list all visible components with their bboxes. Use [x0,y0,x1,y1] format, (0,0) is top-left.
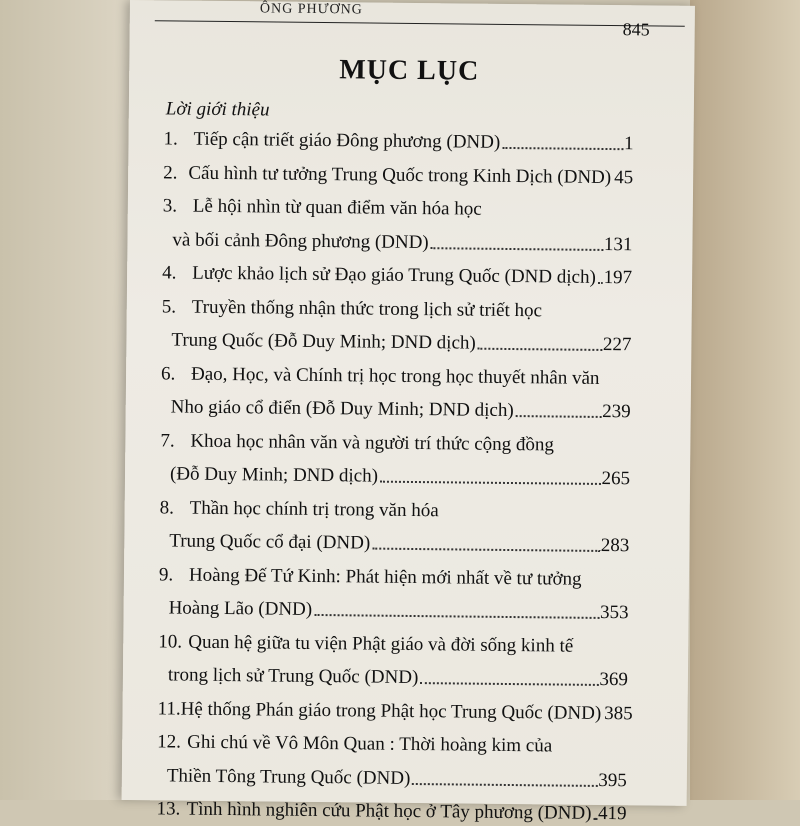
toc-page-number: 419 [598,803,627,825]
toc-entry [156,798,626,825]
toc-entry-title: Đạo, Học, và Chính trị học trong học thuyết nhân văn [191,363,600,389]
toc-entry [162,262,632,289]
toc-entry [157,731,627,758]
toc-entry-title-line2: Hoàng Lão (DND) [169,597,313,621]
toc-entry-title: Cấu hình tư tưởng Trung Quốc trong Kinh Dịch (DND) [188,162,611,188]
leader-dots [420,679,598,686]
toc-entry-number: 7. [160,430,190,452]
toc-entry-number: 5. [162,296,192,318]
leader-dots [380,478,601,485]
toc-entry-title: Hoàng Đế Tứ Kinh: Phát hiện mới nhất về tư tưởng [189,564,582,590]
toc-entry [161,363,631,390]
toc-entry-number: 3. [163,195,193,217]
leader-dots [516,412,602,418]
toc-entry-title: Tình hình nghiên cứu Phật học ở Tây phương (DND) [186,799,591,825]
toc-entry-continuation [169,530,629,557]
leader-dots [593,815,597,820]
toc-entry-title-line2: (Đỗ Duy Minh; DND dịch) [170,463,378,487]
toc-entry-title-line2: Nho giáo cổ điển (Đỗ Duy Minh; DND dịch) [171,396,514,422]
leader-dots [412,779,597,786]
toc-entry-number: 4. [162,262,192,284]
toc-entry [160,497,630,524]
toc-entry-title: Tiếp cận triết giáo Đông phương (DND) [193,129,500,154]
toc-page-number: 197 [603,267,632,289]
toc-entry [159,564,629,591]
toc-entry-title: Ghi chú về Vô Môn Quan : Thời hoàng kim của [187,732,552,758]
background-left [0,0,130,800]
toc-page-number: 265 [601,468,630,490]
toc-entry-title: Hệ thống Phán giáo trong Phật học Trung Quốc (DND) [181,698,602,724]
toc-page-number: 1 [624,133,634,155]
toc-entry-title-line2: Trung Quốc (Đỗ Duy Minh; DND dịch) [171,329,476,354]
page-title: MỤC LỤC [129,52,689,90]
toc-entry-number: 12. [157,731,187,753]
table-of-contents [122,0,695,806]
page-number: 845 [623,19,650,40]
toc-entry-continuation [171,329,631,356]
leader-dots [502,144,623,150]
toc-entry-number: 10. [158,631,188,653]
toc-entry-title: Thần học chính trị trong văn hóa [190,497,439,522]
toc-entry [158,631,628,658]
toc-entry-title: Khoa học nhân văn và người trí thức cộng đồng [190,430,554,456]
toc-page-number: 131 [604,233,633,255]
book-page [122,0,695,806]
toc-page-number: 283 [601,535,630,557]
toc-entry-title-line2: và bối cảnh Đông phương (DND) [172,229,428,254]
toc-page-number: 395 [598,769,627,791]
leader-dots [372,545,600,552]
leader-dots [478,345,602,351]
toc-entry [163,128,633,155]
toc-page-number: 45 [614,167,633,189]
toc-entry [162,296,632,323]
intro-entry: Lời giới thiệu [166,98,270,121]
toc-page-number: 227 [603,334,632,356]
toc-entry-title: Lễ hội nhìn từ quan điểm văn hóa học [193,196,482,221]
toc-page-number: 239 [602,401,631,423]
toc-entry-continuation [171,396,631,423]
toc-entry [160,430,630,457]
toc-entry-title-line2: Thiền Tông Trung Quốc (DND) [167,765,411,790]
toc-page-number: 369 [599,669,628,691]
toc-entry [163,162,633,189]
toc-entry-number: 2. [163,162,188,184]
toc-entry-continuation [172,229,632,256]
leader-dots [431,244,603,251]
leader-dots [314,611,599,619]
toc-entry-continuation [167,765,627,792]
toc-page-number: 353 [600,602,629,624]
toc-entry-number: 8. [160,497,190,519]
toc-entry-continuation [170,463,630,490]
toc-entry-title-line2: trong lịch sử Trung Quốc (DND) [168,664,419,689]
running-title: ÔNG PHƯƠNG [260,1,363,18]
toc-entry [157,698,627,725]
background-right [690,0,800,800]
toc-entry-number: 13. [156,798,186,820]
toc-entry-title: Truyền thống nhận thức trong lịch sử triết học [192,296,542,322]
toc-entry-title: Lược khảo lịch sử Đạo giáo Trung Quốc (DND dịch) [192,263,596,289]
toc-entry-continuation [168,664,628,691]
toc-entry-number: 9. [159,564,189,586]
toc-entry-number: 1. [163,128,193,150]
toc-page-number: 385 [604,703,633,725]
toc-entry-title-line2: Trung Quốc cổ đại (DND) [169,530,370,554]
toc-entry-number: 11. [157,698,180,720]
toc-entry-continuation [169,597,629,624]
toc-entry-number: 6. [161,363,191,385]
toc-entry-title: Quan hệ giữa tu viện Phật giáo và đời sống kinh tế [188,631,573,657]
toc-entry [163,195,633,222]
leader-dots [598,279,603,284]
